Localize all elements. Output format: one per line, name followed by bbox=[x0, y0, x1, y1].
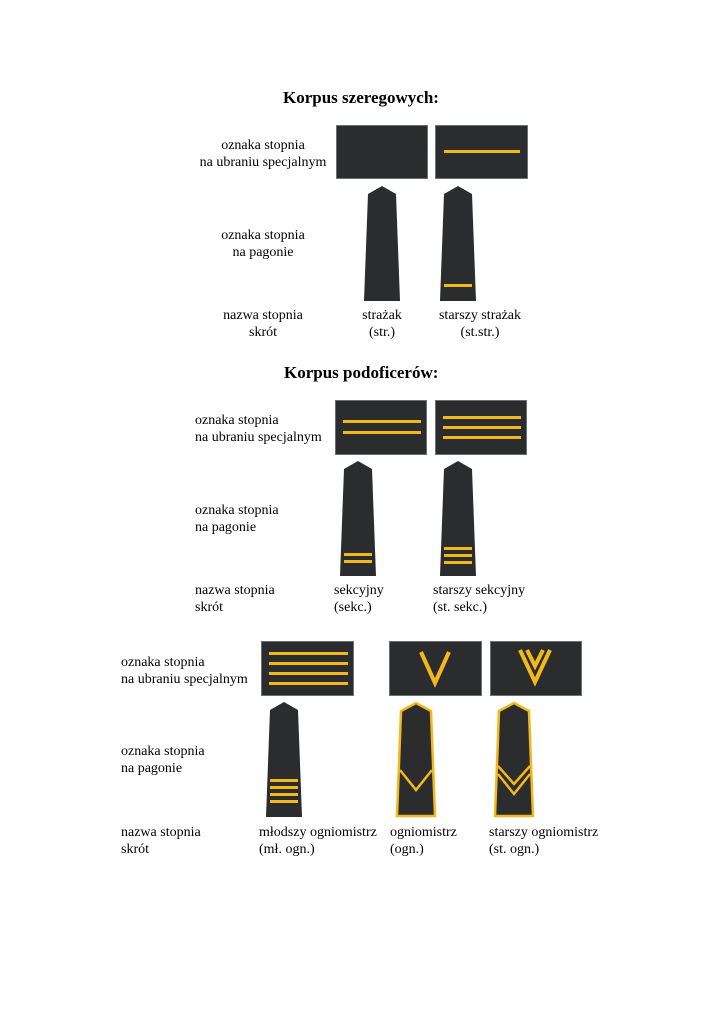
patch-sekcyjny bbox=[335, 400, 427, 455]
shoulder-board-starszy-strazak bbox=[436, 186, 480, 301]
rank-name: sekcyjny bbox=[334, 583, 384, 598]
rank-ogniomistrz bbox=[390, 824, 457, 858]
rank-abbr: (str.) bbox=[368, 325, 396, 340]
row-label-patch-line1: oznaka stopnia bbox=[221, 138, 305, 153]
shoulder-board-sekcyjny bbox=[336, 461, 380, 576]
rank-starszy-strazak bbox=[425, 307, 535, 341]
patch-mlodszy-ogniomistrz bbox=[261, 641, 354, 696]
rank-stripe bbox=[269, 662, 348, 665]
rank-stripe bbox=[269, 672, 348, 675]
row-label-name bbox=[195, 582, 275, 616]
row-label-shoulder bbox=[195, 502, 279, 536]
row-label-shoulder bbox=[200, 227, 326, 261]
row-label-shoulder-line2: na pagonie bbox=[195, 520, 257, 535]
shoulder-board-strazak bbox=[360, 186, 404, 301]
rank-stripe bbox=[443, 426, 521, 429]
rank-stripe bbox=[270, 786, 298, 789]
patch-strazak bbox=[336, 125, 428, 179]
rank-stripe bbox=[269, 652, 348, 655]
rank-stripe bbox=[343, 431, 421, 434]
row-label-shoulder-line1: oznaka stopnia bbox=[221, 228, 305, 243]
row-label-shoulder-line2: na pagonie bbox=[232, 245, 294, 260]
rank-stripe bbox=[344, 553, 372, 556]
rank-stripe bbox=[443, 436, 521, 439]
rank-name: starszy ogniomistrz bbox=[489, 825, 599, 840]
row-label-patch-line2: na ubraniu specjalnym bbox=[195, 430, 322, 445]
rank-stripe bbox=[269, 682, 348, 685]
rank-abbr: (sekc.) bbox=[334, 600, 372, 615]
chevron-icon bbox=[390, 642, 481, 695]
rank-stripe bbox=[270, 779, 298, 782]
row-label-name-line1: nazwa stopnia bbox=[223, 308, 303, 323]
rank-name: ogniomistrz bbox=[390, 825, 457, 840]
double-chevron-icon bbox=[491, 642, 581, 695]
rank-stripe bbox=[444, 284, 472, 287]
row-label-name-line1: nazwa stopnia bbox=[121, 825, 201, 840]
rank-abbr: (ogn.) bbox=[390, 842, 424, 857]
rank-starszy-sekcyjny bbox=[433, 582, 525, 616]
row-label-shoulder-line1: oznaka stopnia bbox=[195, 503, 279, 518]
row-label-name bbox=[121, 824, 201, 858]
row-label-name-line2: skrót bbox=[249, 325, 277, 340]
patch-starszy-strazak bbox=[435, 125, 528, 179]
row-label-name-line1: nazwa stopnia bbox=[195, 583, 275, 598]
row-label-patch bbox=[190, 137, 336, 171]
row-label-shoulder-line1: oznaka stopnia bbox=[121, 744, 205, 759]
rank-mlodszy-ogniomistrz bbox=[259, 824, 377, 858]
rank-stripe bbox=[344, 560, 372, 563]
rank-stripe bbox=[444, 554, 472, 557]
rank-stripe bbox=[444, 561, 472, 564]
patch-starszy-sekcyjny bbox=[435, 400, 527, 455]
rank-strazak bbox=[340, 307, 424, 341]
shoulder-board-ogniomistrz bbox=[393, 702, 439, 818]
rank-abbr: (st.str.) bbox=[460, 325, 500, 340]
patch-ogniomistrz bbox=[389, 641, 482, 696]
shoulder-board-starszy-ogniomistrz bbox=[491, 702, 537, 818]
rank-stripe bbox=[343, 420, 421, 423]
row-label-patch bbox=[195, 412, 322, 446]
section-title-szeregowi: Korpus szeregowych: bbox=[283, 88, 439, 107]
rank-name: starszy sekcyjny bbox=[433, 583, 526, 598]
row-label-name-line2: skrót bbox=[121, 842, 149, 857]
row-label-patch-line1: oznaka stopnia bbox=[195, 413, 279, 428]
rank-stripe bbox=[270, 793, 298, 796]
row-label-name-line2: skrót bbox=[195, 600, 223, 615]
rank-abbr: (st. ogn.) bbox=[489, 842, 540, 857]
row-label-shoulder bbox=[121, 743, 205, 777]
rank-stripe bbox=[270, 800, 298, 803]
row-label-patch-line2: na ubraniu specjalnym bbox=[199, 155, 327, 170]
rank-stripe bbox=[444, 150, 520, 153]
row-label-patch-line2: na ubraniu specjalnym bbox=[121, 672, 248, 687]
rank-stripe bbox=[443, 416, 521, 419]
rank-name: starszy strażak bbox=[438, 308, 522, 323]
row-label-shoulder-line2: na pagonie bbox=[121, 761, 183, 776]
rank-abbr: (mł. ogn.) bbox=[259, 842, 315, 857]
rank-name: strażak bbox=[362, 308, 402, 323]
shoulder-board-mlodszy-ogniomistrz bbox=[262, 702, 306, 817]
row-label-patch bbox=[121, 654, 248, 688]
row-label-name bbox=[210, 307, 316, 341]
rank-name: młodszy ogniomistrz bbox=[259, 825, 377, 840]
patch-starszy-ogniomistrz bbox=[490, 641, 582, 696]
rank-abbr: (st. sekc.) bbox=[433, 600, 488, 615]
shoulder-board-starszy-sekcyjny bbox=[436, 461, 480, 576]
rank-sekcyjny bbox=[334, 582, 384, 616]
rank-stripe bbox=[444, 547, 472, 550]
row-label-patch-line1: oznaka stopnia bbox=[121, 655, 205, 670]
section-title-podoficerowie: Korpus podoficerów: bbox=[284, 363, 439, 382]
rank-starszy-ogniomistrz bbox=[489, 824, 598, 858]
